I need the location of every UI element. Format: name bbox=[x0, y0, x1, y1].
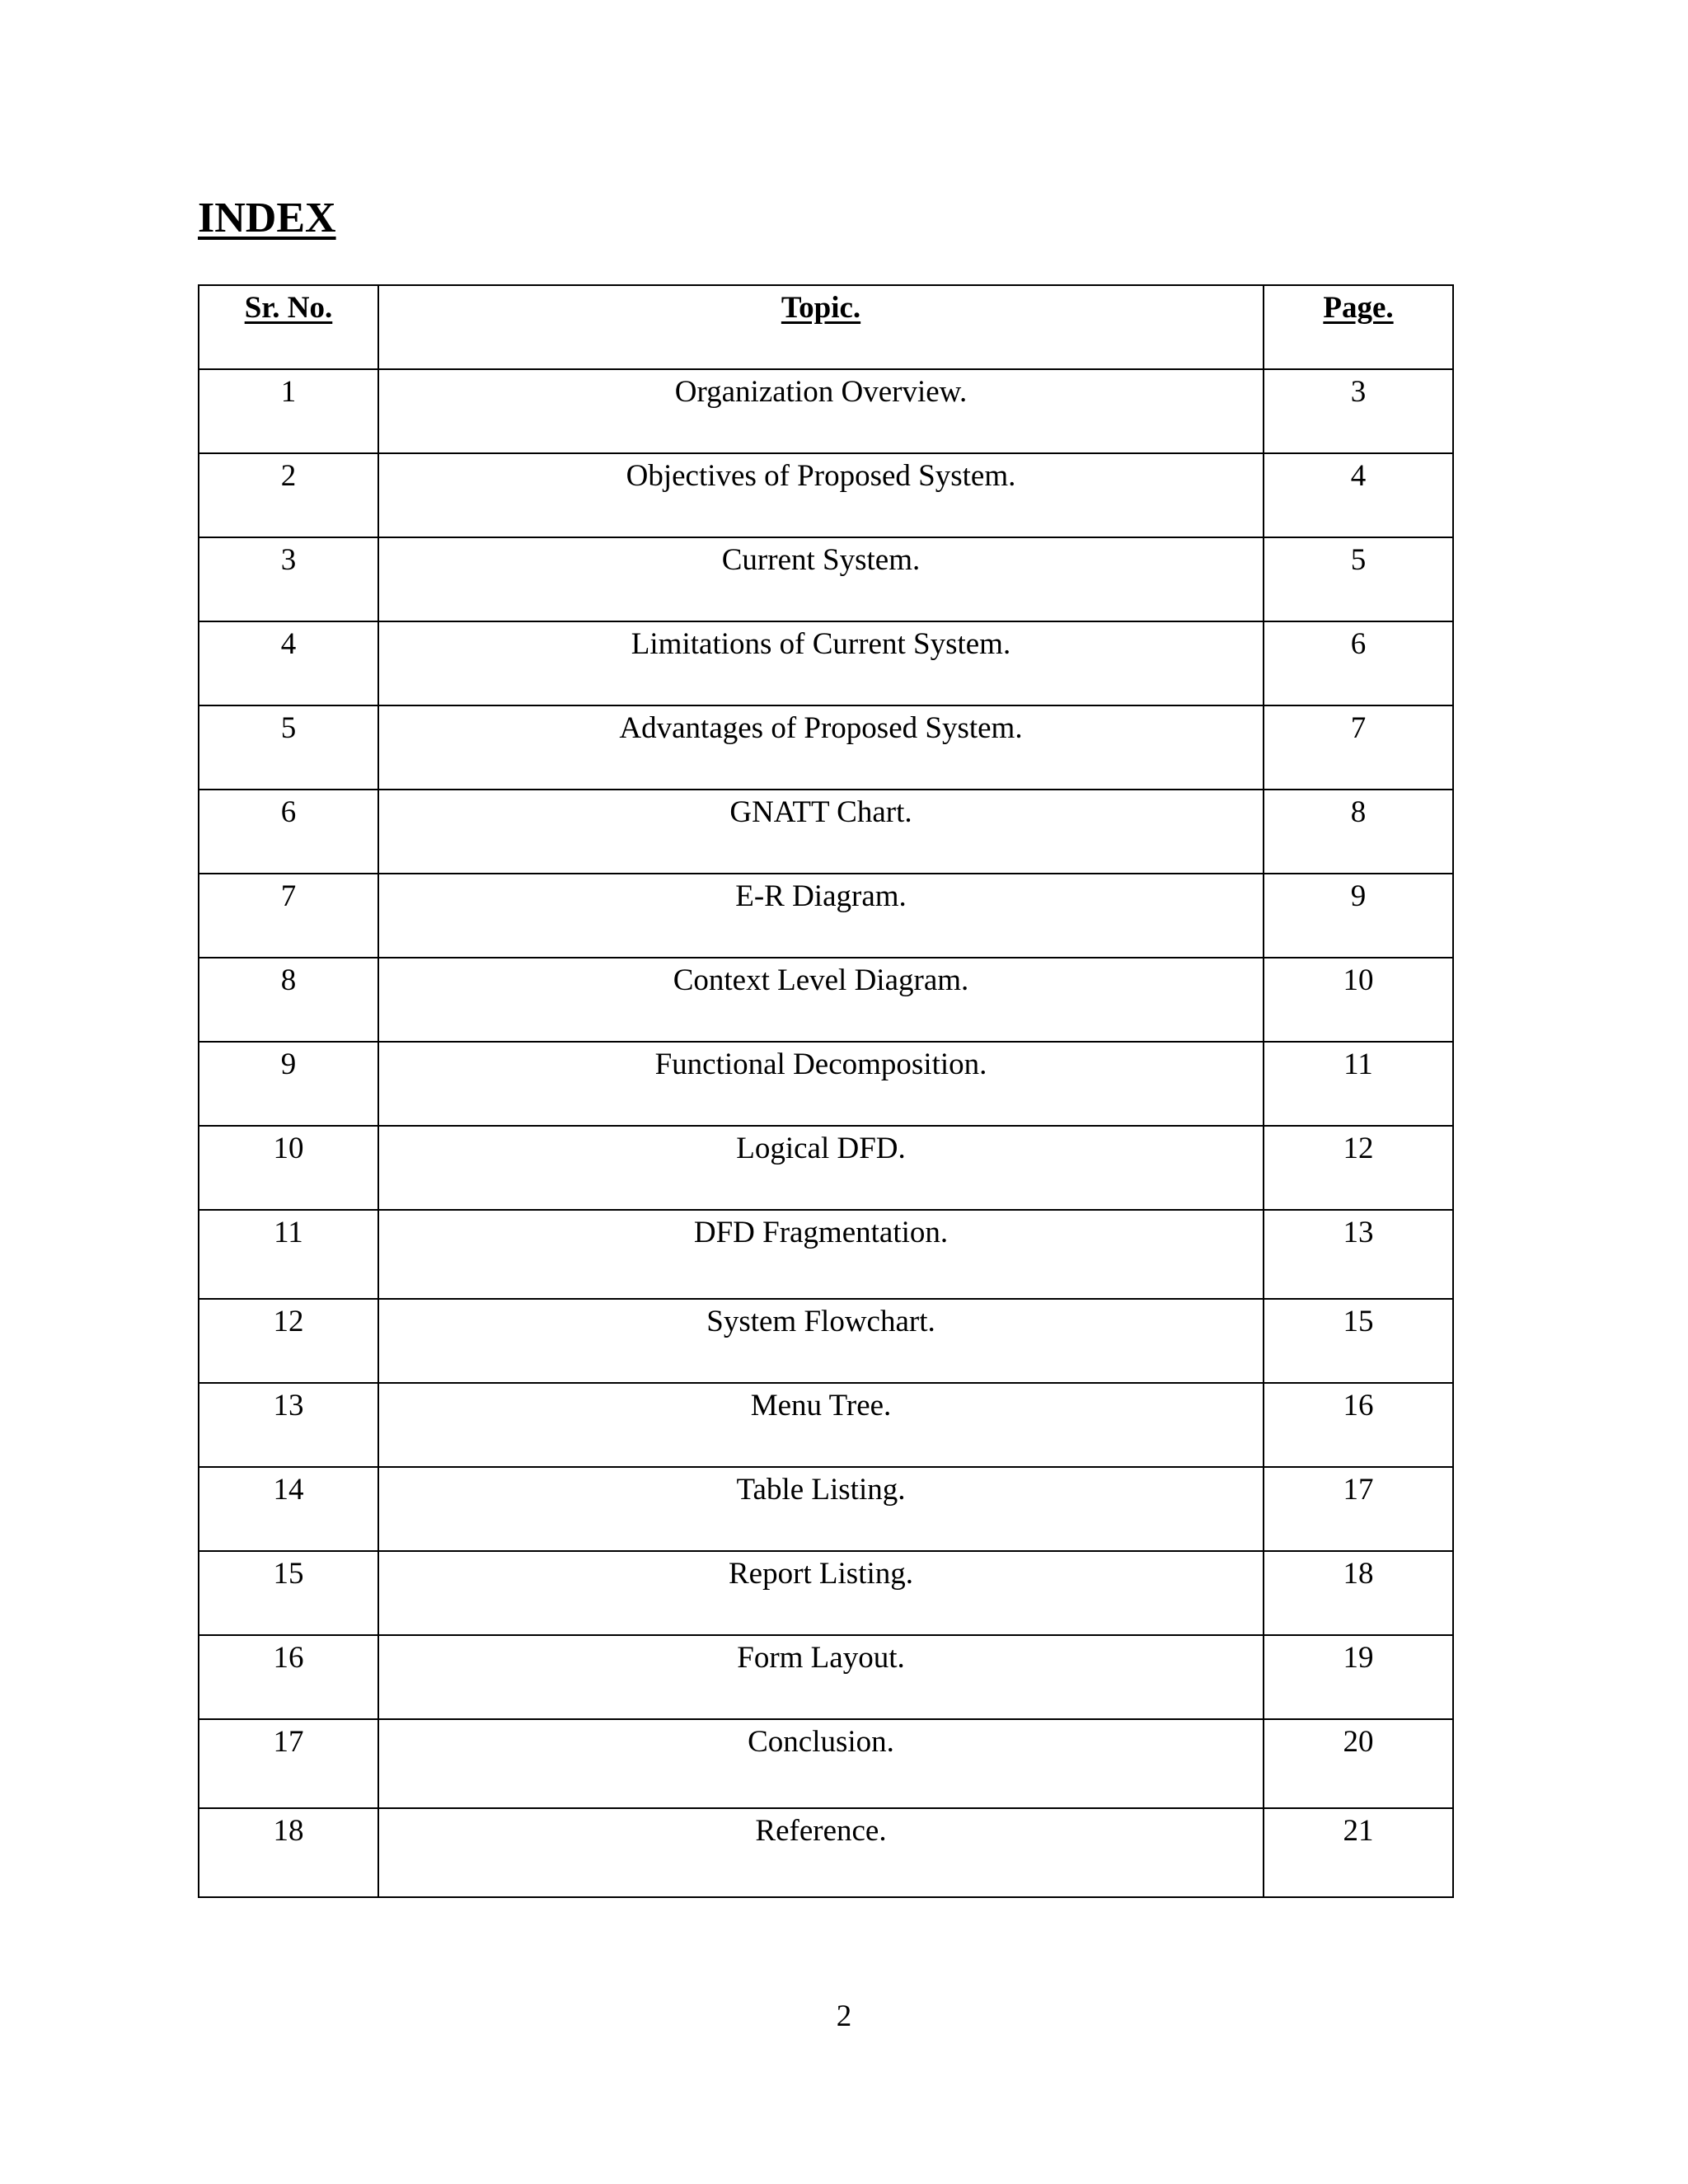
table-row bbox=[199, 790, 1453, 874]
table-row bbox=[199, 1551, 1453, 1635]
cell-sr-no: 1 bbox=[199, 369, 378, 453]
table-row bbox=[199, 874, 1453, 958]
cell-topic: Conclusion. bbox=[378, 1719, 1264, 1808]
table-row bbox=[199, 1042, 1453, 1126]
cell-page: 7 bbox=[1264, 705, 1453, 790]
cell-topic: System Flowchart. bbox=[378, 1299, 1264, 1383]
page-number: 2 bbox=[836, 1999, 852, 2033]
cell-page: 13 bbox=[1264, 1210, 1453, 1299]
header-topic: Topic. bbox=[378, 285, 1264, 369]
table-row bbox=[199, 1719, 1453, 1808]
header-page: Page. bbox=[1264, 285, 1453, 369]
cell-topic: Report Listing. bbox=[378, 1551, 1264, 1635]
cell-page: 15 bbox=[1264, 1299, 1453, 1383]
cell-page: 19 bbox=[1264, 1635, 1453, 1719]
cell-topic: Limitations of Current System. bbox=[378, 621, 1264, 705]
cell-sr-no: 7 bbox=[199, 874, 378, 958]
cell-topic: Functional Decomposition. bbox=[378, 1042, 1264, 1126]
table-row bbox=[199, 369, 1453, 453]
cell-page: 11 bbox=[1264, 1042, 1453, 1126]
cell-page: 21 bbox=[1264, 1808, 1453, 1897]
cell-topic: Advantages of Proposed System. bbox=[378, 705, 1264, 790]
cell-page: 18 bbox=[1264, 1551, 1453, 1635]
cell-sr-no: 3 bbox=[199, 537, 378, 621]
table-row bbox=[199, 1126, 1453, 1210]
cell-sr-no: 9 bbox=[199, 1042, 378, 1126]
cell-sr-no: 14 bbox=[199, 1467, 378, 1551]
cell-sr-no: 8 bbox=[199, 958, 378, 1042]
cell-page: 8 bbox=[1264, 790, 1453, 874]
cell-sr-no: 11 bbox=[199, 1210, 378, 1299]
cell-topic: DFD Fragmentation. bbox=[378, 1210, 1264, 1299]
cell-page: 16 bbox=[1264, 1383, 1453, 1467]
cell-page: 4 bbox=[1264, 453, 1453, 537]
cell-sr-no: 17 bbox=[199, 1719, 378, 1808]
cell-page: 3 bbox=[1264, 369, 1453, 453]
header-sr-no: Sr. No. bbox=[199, 285, 378, 369]
table-row bbox=[199, 1635, 1453, 1719]
cell-page: 20 bbox=[1264, 1719, 1453, 1808]
cell-sr-no: 5 bbox=[199, 705, 378, 790]
cell-page: 17 bbox=[1264, 1467, 1453, 1551]
table-row bbox=[199, 1383, 1453, 1467]
cell-sr-no: 12 bbox=[199, 1299, 378, 1383]
cell-sr-no: 6 bbox=[199, 790, 378, 874]
table-row bbox=[199, 537, 1453, 621]
cell-topic: Logical DFD. bbox=[378, 1126, 1264, 1210]
cell-topic: Current System. bbox=[378, 537, 1264, 621]
index-table bbox=[198, 284, 1454, 1898]
table-row bbox=[199, 1467, 1453, 1551]
table-row bbox=[199, 1210, 1453, 1299]
cell-topic: Form Layout. bbox=[378, 1635, 1264, 1719]
cell-sr-no: 13 bbox=[199, 1383, 378, 1467]
table-row bbox=[199, 453, 1453, 537]
table-header-row bbox=[199, 285, 1453, 369]
table-row bbox=[199, 1808, 1453, 1897]
cell-page: 5 bbox=[1264, 537, 1453, 621]
cell-topic: Organization Overview. bbox=[378, 369, 1264, 453]
cell-topic: Table Listing. bbox=[378, 1467, 1264, 1551]
cell-page: 6 bbox=[1264, 621, 1453, 705]
table-row bbox=[199, 1299, 1453, 1383]
page-title: INDEX bbox=[198, 194, 336, 241]
cell-sr-no: 15 bbox=[199, 1551, 378, 1635]
cell-sr-no: 16 bbox=[199, 1635, 378, 1719]
cell-topic: Objectives of Proposed System. bbox=[378, 453, 1264, 537]
cell-topic: Menu Tree. bbox=[378, 1383, 1264, 1467]
cell-topic: E-R Diagram. bbox=[378, 874, 1264, 958]
table-row bbox=[199, 621, 1453, 705]
cell-page: 10 bbox=[1264, 958, 1453, 1042]
cell-sr-no: 18 bbox=[199, 1808, 378, 1897]
cell-topic: Reference. bbox=[378, 1808, 1264, 1897]
cell-page: 12 bbox=[1264, 1126, 1453, 1210]
cell-page: 9 bbox=[1264, 874, 1453, 958]
table-row bbox=[199, 958, 1453, 1042]
cell-sr-no: 2 bbox=[199, 453, 378, 537]
table-row bbox=[199, 705, 1453, 790]
cell-topic: Context Level Diagram. bbox=[378, 958, 1264, 1042]
cell-topic: GNATT Chart. bbox=[378, 790, 1264, 874]
cell-sr-no: 4 bbox=[199, 621, 378, 705]
cell-sr-no: 10 bbox=[199, 1126, 378, 1210]
